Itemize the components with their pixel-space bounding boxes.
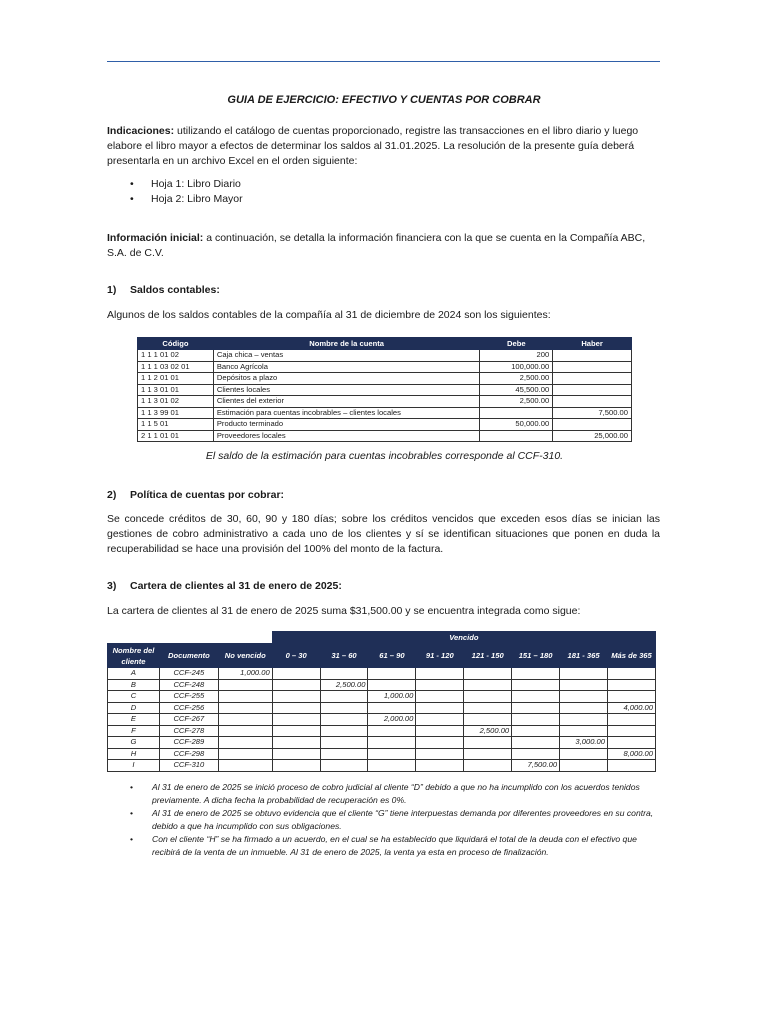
table-cell: 2,500.00 <box>464 725 512 737</box>
column-header: 61 – 90 <box>368 644 416 668</box>
table-cell <box>464 691 512 703</box>
section-1-intro: Algunos de los saldos contables de la compañía al 31 de diciembre de 2024 son los siguientes: <box>107 309 551 321</box>
section-2-text: Se concede créditos de 30, 60, 90 y 180 días; sobre los créditos vencidos que exceden esos días se inician las gestiones de cobro administrativo a cada uno de los clientes y sí se identifican situaciones que ponen en duda la recuperabilidad se hace una provisión del 100% del monto de la factura. <box>107 513 660 555</box>
table-cell: 7,500.00 <box>553 407 632 419</box>
table-cell <box>416 725 464 737</box>
table-cell: Banco Agrícola <box>213 361 480 373</box>
table-cell: F <box>108 725 160 737</box>
table-cell <box>320 668 368 680</box>
table-cell <box>560 691 608 703</box>
table-cell <box>553 350 632 362</box>
table-cell <box>480 430 553 442</box>
table-cell <box>368 702 416 714</box>
table-cell: G <box>108 737 160 749</box>
table-cell: Clientes del exterior <box>213 396 480 408</box>
table-cell <box>464 702 512 714</box>
table-cell: 2,500.00 <box>480 396 553 408</box>
table-cell <box>416 748 464 760</box>
table-row <box>108 668 656 680</box>
section-3-intro: La cartera de clientes al 31 de enero de 2025 suma $31,500.00 y se encuentra integrada como sigue: <box>107 605 581 617</box>
table-cell: 4,000.00 <box>607 702 655 714</box>
table-cell <box>320 702 368 714</box>
table-cell: 2,500.00 <box>320 679 368 691</box>
column-header: Nombre del cliente <box>108 644 160 668</box>
info-inicial-text: a continuación, se detalla la información financiera con la que se cuenta en la Compañía ABC, S.A. de C.V. <box>107 232 646 259</box>
section-1-heading: 1) Saldos contables: <box>107 284 220 296</box>
table-cell <box>272 737 320 749</box>
column-header: 151 – 180 <box>512 644 560 668</box>
table-cell: CCF-298 <box>159 748 218 760</box>
table-cell: CCF-289 <box>159 737 218 749</box>
table-cell: Caja chica – ventas <box>213 350 480 362</box>
indicaciones-paragraph <box>107 124 660 169</box>
table-cell: D <box>108 702 160 714</box>
table-cell <box>218 737 272 749</box>
table-row <box>138 407 632 419</box>
section-2-heading: 2) Política de cuentas por cobrar: <box>107 489 285 501</box>
hojas-list <box>107 177 243 207</box>
table-cell <box>272 725 320 737</box>
table-cell <box>218 760 272 772</box>
list-item: • Al 31 de enero de 2025 se obtuvo evidencia que el cliente “G” tiene interpuestas demanda por diferentes proveedores en su contra, debido a que ha incumplido con sus obligaciones. <box>130 808 654 831</box>
list-item: • Hoja 2: Libro Mayor <box>130 193 243 205</box>
table-cell: 1 1 2 01 01 <box>138 373 214 385</box>
table-cell: 2,500.00 <box>480 373 553 385</box>
table-cell <box>416 737 464 749</box>
table-cell <box>560 714 608 726</box>
bullet-icon: • <box>130 808 134 818</box>
table-cell <box>512 668 560 680</box>
column-header: 31 – 60 <box>320 644 368 668</box>
table-cell <box>607 691 655 703</box>
table-cell: 8,000.00 <box>607 748 655 760</box>
table-cell <box>320 714 368 726</box>
table-cell <box>512 679 560 691</box>
table-cell <box>416 668 464 680</box>
table-cell <box>272 702 320 714</box>
table-cell: 1 1 5 01 <box>138 419 214 431</box>
table-cell <box>218 679 272 691</box>
table-cell <box>368 748 416 760</box>
table-cell <box>553 361 632 373</box>
table-row <box>138 373 632 385</box>
table-cell <box>560 748 608 760</box>
table-cell <box>218 725 272 737</box>
table-cell <box>464 737 512 749</box>
table-cell <box>512 702 560 714</box>
table-cell: A <box>108 668 160 680</box>
table-cell: CCF-310 <box>159 760 218 772</box>
column-header: 91 - 120 <box>416 644 464 668</box>
table-cell <box>218 748 272 760</box>
table-cell <box>607 714 655 726</box>
table-cell: I <box>108 760 160 772</box>
table-cell <box>607 668 655 680</box>
saldos-table <box>137 337 632 442</box>
table-cell <box>553 384 632 396</box>
table-cell <box>416 714 464 726</box>
header-rule <box>107 61 660 62</box>
table-cell <box>320 760 368 772</box>
table-cell <box>320 748 368 760</box>
saldos-caption: El saldo de la estimación para cuentas incobrables corresponde al CCF-310. <box>205 450 564 462</box>
table-cell <box>218 714 272 726</box>
table-cell <box>607 679 655 691</box>
table-row <box>108 748 656 760</box>
table-cell <box>320 737 368 749</box>
table-cell: Producto terminado <box>213 419 480 431</box>
table-cell <box>553 419 632 431</box>
page-title: GUIA DE EJERCICIO: EFECTIVO Y CUENTAS POR COBRAR <box>227 94 541 106</box>
table-row <box>108 691 656 703</box>
table-row <box>108 725 656 737</box>
table-cell <box>320 691 368 703</box>
column-header: Debe <box>480 338 553 350</box>
table-cell <box>272 760 320 772</box>
table-cell <box>512 691 560 703</box>
table-cell <box>560 702 608 714</box>
table-cell <box>560 679 608 691</box>
vencido-header: Vencido <box>272 632 655 644</box>
table-cell: 2,000.00 <box>368 714 416 726</box>
list-item: • Al 31 de enero de 2025 se inició proceso de cobro judicial al cliente “D” debido a que no ha incumplido con los acuerdos tenidos previamente. A dicha fecha la probabilidad de recuperación es 0%. <box>130 782 640 805</box>
column-header: Haber <box>553 338 632 350</box>
table-cell: CCF-255 <box>159 691 218 703</box>
table-cell: 7,500.00 <box>512 760 560 772</box>
table-row <box>108 679 656 691</box>
table-cell <box>480 407 553 419</box>
table-cell <box>218 702 272 714</box>
table-row <box>138 361 632 373</box>
table-cell <box>272 679 320 691</box>
bullet-icon: • <box>130 834 134 844</box>
notes-list <box>107 781 660 859</box>
table-row <box>138 384 632 396</box>
table-cell: 1 1 3 99 01 <box>138 407 214 419</box>
info-inicial-label: Información inicial: <box>107 232 204 244</box>
bullet-icon: • <box>130 193 134 205</box>
info-inicial-paragraph <box>107 231 660 261</box>
table-cell: H <box>108 748 160 760</box>
table-cell: E <box>108 714 160 726</box>
table-cell <box>368 668 416 680</box>
table-cell: Depósitos a plazo <box>213 373 480 385</box>
column-header: 181 - 365 <box>560 644 608 668</box>
list-item: • Con el cliente “H” se ha firmado a un acuerdo, en el cual se ha establecido que liquidará el total de la deuda con el efectivo que recibirá de la venta de un inmueble. Al 31 de enero de 2025, la venta ya esta en proceso de finalización. <box>130 834 637 857</box>
table-cell: CCF-278 <box>159 725 218 737</box>
cartera-table <box>107 631 656 772</box>
table-cell: 1,000.00 <box>218 668 272 680</box>
table-cell <box>553 396 632 408</box>
table-cell <box>512 737 560 749</box>
table-cell <box>368 737 416 749</box>
table-cell <box>368 679 416 691</box>
table-cell <box>464 748 512 760</box>
table-cell: CCF-267 <box>159 714 218 726</box>
column-header: 121 - 150 <box>464 644 512 668</box>
table-row <box>108 737 656 749</box>
table-row <box>108 760 656 772</box>
table-cell <box>368 725 416 737</box>
table-cell: 1 1 3 01 02 <box>138 396 214 408</box>
table-cell <box>464 679 512 691</box>
column-header: Nombre de la cuenta <box>213 338 480 350</box>
section-3-heading: 3) Cartera de clientes al 31 de enero de 2025: <box>107 580 342 592</box>
table-cell: 45,500.00 <box>480 384 553 396</box>
column-header: Más de 365 <box>607 644 655 668</box>
table-cell <box>607 737 655 749</box>
table-cell: B <box>108 679 160 691</box>
table-cell <box>218 691 272 703</box>
indicaciones-text: utilizando el catálogo de cuentas proporcionado, registre las transacciones en el libro diario y luego elabore el libro mayor a efectos de determinar los saldos al 31.01.2025. La resolución de la presente guía deberá presentarla en un archivo Excel en el orden siguiente: <box>107 125 639 167</box>
table-cell: 2 1 1 01 01 <box>138 430 214 442</box>
table-cell <box>320 725 368 737</box>
table-cell <box>464 668 512 680</box>
table-row <box>138 419 632 431</box>
table-cell: CCF-248 <box>159 679 218 691</box>
table-cell: 1 1 1 03 02 01 <box>138 361 214 373</box>
table-row <box>108 702 656 714</box>
bullet-icon: • <box>130 782 134 792</box>
table-cell: 50,000.00 <box>480 419 553 431</box>
table-row <box>138 430 632 442</box>
table-cell <box>607 725 655 737</box>
table-cell <box>553 373 632 385</box>
table-header-row <box>108 644 656 668</box>
table-cell <box>560 668 608 680</box>
table-cell <box>272 668 320 680</box>
table-cell <box>416 702 464 714</box>
table-cell: 100,000.00 <box>480 361 553 373</box>
table-cell: 25,000.00 <box>553 430 632 442</box>
table-cell: Estimación para cuentas incobrables – clientes locales <box>213 407 480 419</box>
table-cell: 1,000.00 <box>368 691 416 703</box>
table-cell: CCF-245 <box>159 668 218 680</box>
table-cell <box>272 748 320 760</box>
table-cell <box>368 760 416 772</box>
indicaciones-label: Indicaciones: <box>107 125 175 137</box>
table-cell <box>272 714 320 726</box>
column-header: Documento <box>159 644 218 668</box>
table-cell: Clientes locales <box>213 384 480 396</box>
table-row <box>138 396 632 408</box>
table-row <box>108 714 656 726</box>
table-cell <box>272 691 320 703</box>
table-cell: C <box>108 691 160 703</box>
column-header: No vencido <box>218 644 272 668</box>
table-header-row <box>138 338 632 350</box>
table-cell <box>512 714 560 726</box>
bullet-icon: • <box>130 178 134 190</box>
table-header-row <box>108 632 656 644</box>
table-cell: Proveedores locales <box>213 430 480 442</box>
list-item: • Hoja 1: Libro Diario <box>130 178 241 190</box>
table-cell <box>512 725 560 737</box>
table-cell: 1 1 1 01 02 <box>138 350 214 362</box>
table-cell <box>512 748 560 760</box>
table-cell <box>607 760 655 772</box>
column-header: Código <box>138 338 214 350</box>
table-cell <box>560 760 608 772</box>
table-cell: 3,000.00 <box>560 737 608 749</box>
table-cell <box>464 714 512 726</box>
table-cell: 1 1 3 01 01 <box>138 384 214 396</box>
table-cell <box>464 760 512 772</box>
table-cell <box>416 679 464 691</box>
table-cell <box>416 760 464 772</box>
column-header: 0 – 30 <box>272 644 320 668</box>
table-cell: 200 <box>480 350 553 362</box>
table-cell <box>560 725 608 737</box>
table-row <box>138 350 632 362</box>
table-cell: CCF-256 <box>159 702 218 714</box>
table-cell <box>416 691 464 703</box>
